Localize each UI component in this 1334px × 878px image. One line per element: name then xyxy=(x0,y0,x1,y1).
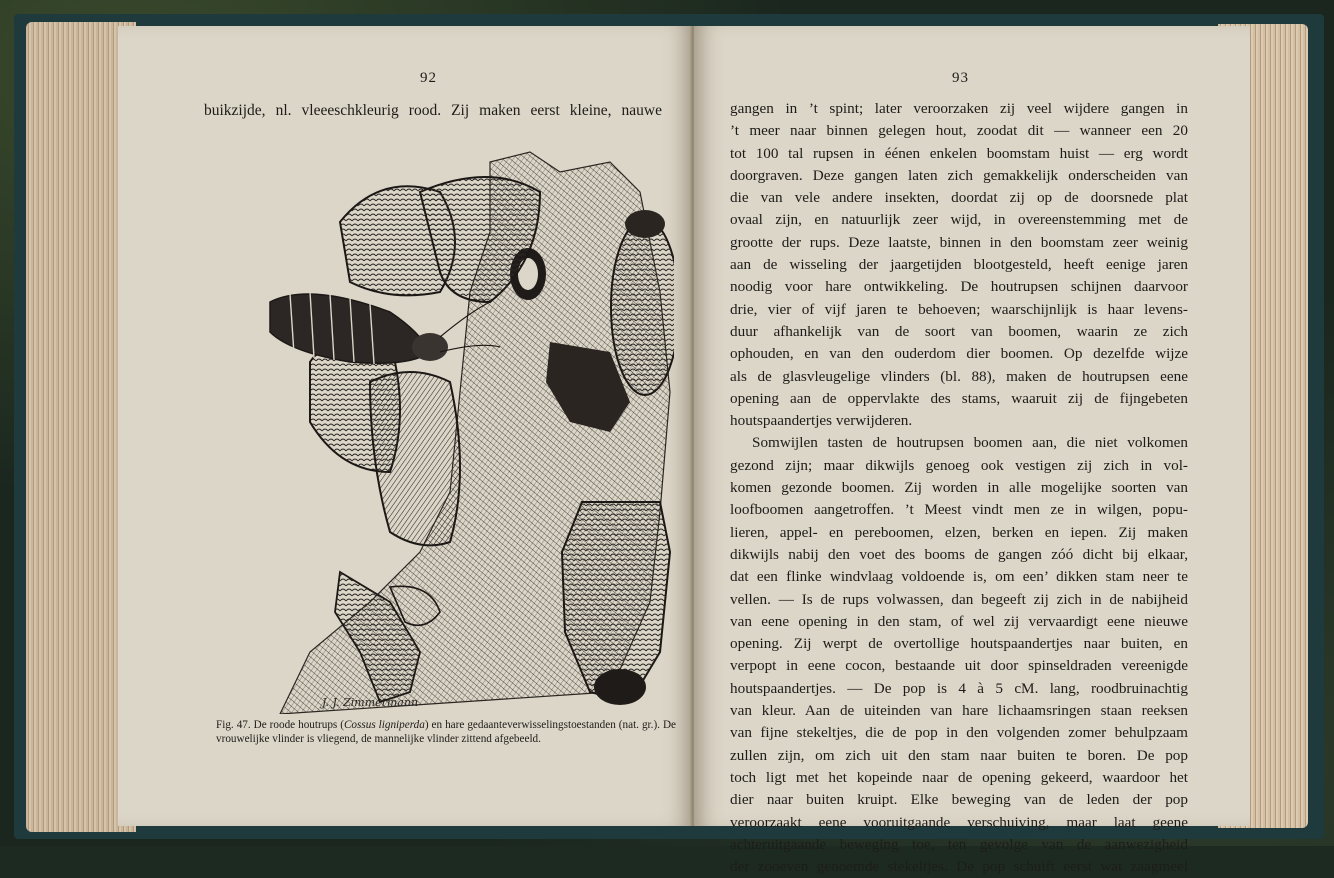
text-line: dier naar buiten kruipt. Elke beweging van de leden der pop xyxy=(730,791,1188,809)
text-line: komen gezonde boomen. Zij worden in alle mogelijke soorten van xyxy=(730,479,1188,497)
text-line: van fijne stekeltjes, die de pop in den volgenden zomer behulpzaam xyxy=(730,724,1188,742)
text-line: toch ligt met het kopeinde naar de opening gekeerd, waardoor het xyxy=(730,768,1188,786)
page-number-left: 92 xyxy=(420,70,437,86)
illustrator-signature: J. J. Zimmermann xyxy=(322,696,419,709)
text-line: grootte der rups. Deze laatste, binnen in den boomstam zeer weinig xyxy=(730,233,1188,251)
text-line: loofboomen aangetroffen. ’t Meest vindt men ze in wilgen, popu- xyxy=(730,501,1188,519)
text-line: Somwijlen tasten de houtrupsen boomen aan, die niet volkomen xyxy=(752,434,1188,452)
right-page-text xyxy=(730,98,1188,878)
text-line: die van vele andere insekten, doordat zij op de doorsnede plat xyxy=(730,189,1188,207)
left-page xyxy=(118,26,692,826)
text-line: achteruitgaande beweging toe, ten gevolge van de aanwezigheid xyxy=(730,835,1188,853)
text-line: dat een flinke windvlaag voldoende is, om een’ dikken stam neer te xyxy=(730,568,1188,586)
text-line: ovaal zijn, en natuurlijk zeer wijd, in overeenstemming met de xyxy=(730,211,1188,229)
text-line: van kleur. Aan de uiteinden van hare lichaamsringen staan reeksen xyxy=(730,702,1188,720)
text-line: lieren, appel- en pereboomen, elzen, berken en iepen. Zij maken xyxy=(730,523,1188,541)
text-line: tot 100 tal rupsen in éénen enkelen boomstam huist — erg wordt xyxy=(730,144,1188,162)
text-line: als de glasvleugelige vlinders (bl. 88), maken de houtrupsen eene xyxy=(730,367,1188,385)
text-line: vellen. — Is de rups volwassen, dan begeeft zij zich in de nabijheid xyxy=(730,590,1188,608)
right-page xyxy=(694,26,1250,876)
text-line: houtspaandertjes verwijderen. xyxy=(730,412,913,430)
text-line: van eene opening in den stam, of wel zij vervaardigt eene nieuwe xyxy=(730,612,1188,630)
page-number-right: 93 xyxy=(952,70,969,86)
text-line: noodig voor hare ontwikkeling. De houtrupsen schijnen daarvoor xyxy=(730,278,1188,296)
text-line: drie, vier of vijf jaren te behoeven; waarschijnlijk is haar levens- xyxy=(730,300,1188,318)
caption-species: Cossus ligniperda xyxy=(343,719,425,731)
text-line: dikwijls nabij den voet des booms de gangen zóó dicht bij elkaar, xyxy=(730,545,1188,563)
text-line: houtspaandertjes. — De pop is 4 à 5 cM. lang, roodbruinachtig xyxy=(730,679,1188,697)
text-line: gangen in ’t spint; later veroorzaken zij veel wijdere gangen in xyxy=(730,100,1188,117)
moth-illustration xyxy=(190,132,674,714)
text-line: duur afhankelijk van de soort van boomen, waarin ze zich xyxy=(730,322,1188,340)
caption-suffix: ) en hare gedaanteverwisselingstoestanden (nat. gr.). De vrouwelijke vlinder is vliegend, de mannelijke vlinder zittend afgebeeld. xyxy=(216,719,676,745)
text-line: verpopt in eene cocon, bestaande uit door spinseldraden vereenigde xyxy=(730,657,1188,675)
text-line: ’t meer naar binnen gelegen hout, zoodat dit — wanneer een 20 xyxy=(730,122,1188,140)
text-line: opening aan de oppervlakte des stams, waaruit zij de fijngebeten xyxy=(730,389,1188,407)
text-line: zullen zijn, om zich uit den stam naar buiten te boren. De pop xyxy=(730,746,1188,764)
text-line: doorgraven. Deze gangen laten zich gemakkelijk onderscheiden van xyxy=(730,166,1188,184)
figure-caption xyxy=(216,718,676,746)
text-line: der zooeven genoemde stekeltjes. De pop schuift eerst wat zaagmeel xyxy=(730,858,1188,876)
text-line: aan de wisseling der jaargetijden blootgesteld, heeft eenige jaren xyxy=(730,256,1188,274)
text-line: gezond zijn; maar dikwijls genoeg ook vestigen zij zich in vol- xyxy=(730,456,1188,474)
text-line: ophouden, en van den ouderdom dier boomen. Op dezelfde wijze xyxy=(730,345,1188,363)
left-page-first-line: buikzijde, nl. vleeeschkleurig rood. Zij maken eerst kleine, nauwe xyxy=(204,102,662,119)
caption-prefix: Fig. 47. De roode houtrups ( xyxy=(216,719,344,731)
text-line: veroorzaakt eene vooruitgaande verschuiving, maar laat geene xyxy=(730,813,1188,831)
text-line: opening. Zij werpt de overtollige houtspaandertjes naar buiten, en xyxy=(730,635,1188,653)
